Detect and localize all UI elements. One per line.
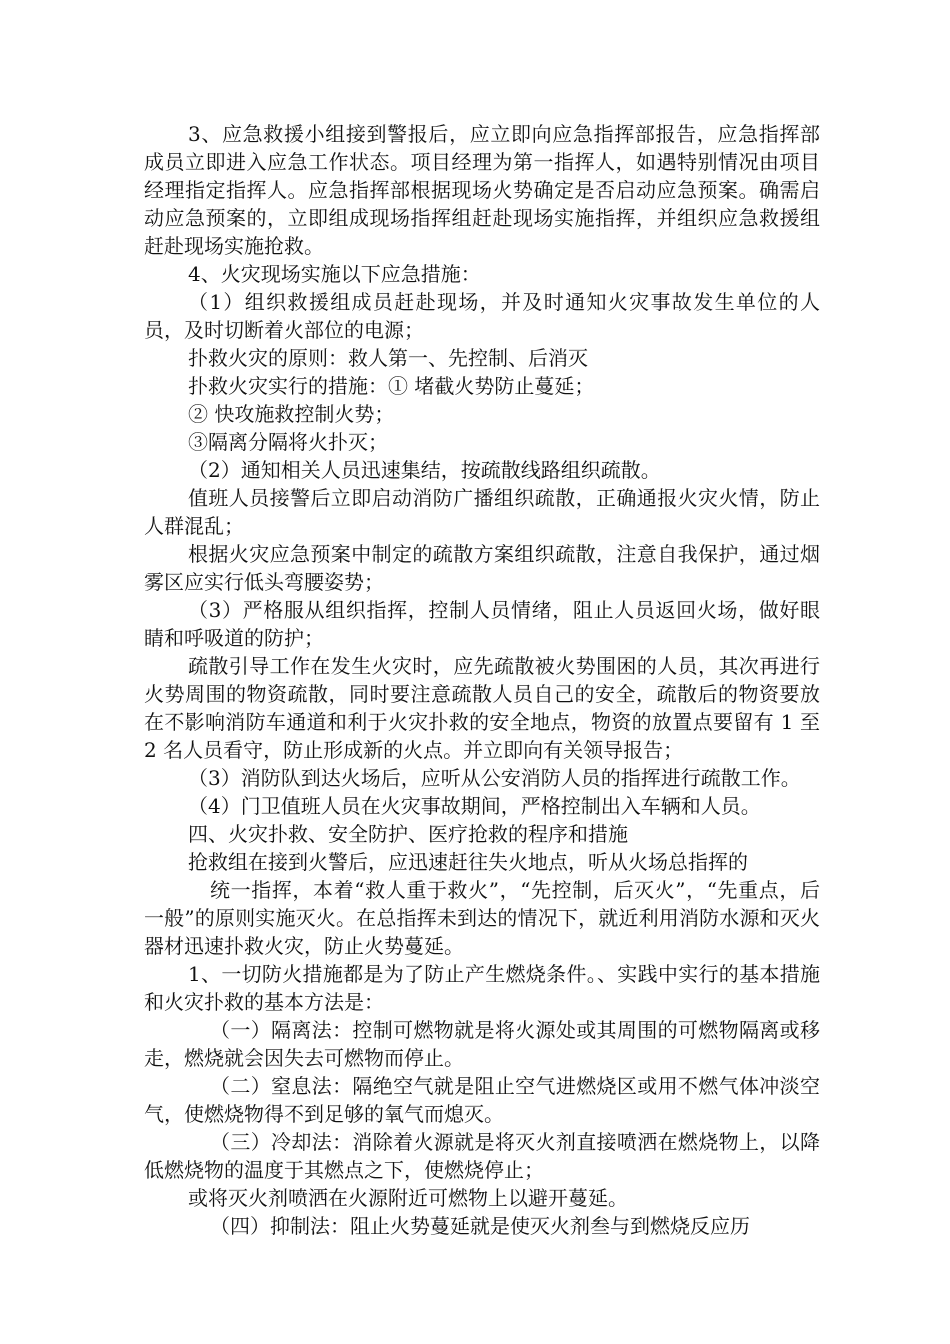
paragraph-4-fire-measures: 4、火灾现场实施以下应急措施： xyxy=(188,262,481,286)
paragraph-cooling-method: （三）冷却法：消除着火源就是将灭火剂直接喷洒在燃烧物上，以降低燃烧物的温度于其燃点之下，使燃烧停止； xyxy=(144,1130,820,1182)
paragraph-isolation-method: （一）隔离法：控制可燃物就是将火源处或其周围的可燃物隔离或移走，燃烧就会因失去可燃物而停止。 xyxy=(144,1018,820,1070)
paragraph-basic-methods: 1、一切防火措施都是为了防止产生燃烧条件。、实践中实行的基本措施和火灾扑救的基本方法是： xyxy=(144,962,820,1014)
paragraph-firefighting-principle: 扑救火灾的原则：救人第一、先控制、后消灭 xyxy=(188,346,588,370)
paragraph-evacuation-plan: 根据火灾应急预案中制定的疏散方案组织疏散，注意自我保护，通过烟雾区应实行低头弯腰姿势； xyxy=(144,542,820,594)
document-body xyxy=(144,120,820,1240)
paragraph-measure-2: （2）通知相关人员迅速集结，按疏散线路组织疏散。 xyxy=(188,458,661,482)
paragraph-measure-item-3: ③隔离分隔将火扑灭； xyxy=(188,430,388,454)
paragraph-suffocation-method: （二）窒息法：隔绝空气就是阻止空气进燃烧区或用不燃气体冲淡空气，使燃烧物得不到足够的氧气而熄灭。 xyxy=(144,1074,820,1126)
paragraph-suppression-method: （四）抑制法：阻止火势蔓延就是使灭火剂叁与到燃烧反应历 xyxy=(210,1214,750,1238)
paragraph-evacuation-guidance: 疏散引导工作在发生火灾时，应先疏散被火势围困的人员，其次再进行火势周围的物资疏散，同时要注意疏散人员自己的安全，疏散后的物资要放在不影响消防车通道和利于火灾扑救的安全地点，物资的放置点要留有 1 至 2 名人员看守，防止形成新的火点。并立即向有关领导报告； xyxy=(144,654,820,762)
paragraph-measure-item-2: ② 快攻施救控制火势； xyxy=(188,402,395,426)
paragraph-unified-command: 统一指挥，本着“救人重于救火”，“先控制，后灭火”，“先重点，后一般”的原则实施灭火。在总指挥未到达的情况下，就近利用消防水源和灭火器材迅速扑救火灾，防止火势蔓延。 xyxy=(144,878,820,958)
paragraph-gate-control: （4）门卫值班人员在火灾事故期间，严格控制出入车辆和人员。 xyxy=(188,794,761,818)
paragraph-cooling-alt: 或将灭火剂喷洒在火源附近可燃物上以避开蔓延。 xyxy=(188,1186,628,1210)
paragraph-firefighting-measures: 扑救火灾实行的措施：① 堵截火势防止蔓延； xyxy=(188,374,595,398)
paragraph-3-emergency-report: 3、应急救援小组接到警报后，应立即向应急指挥部报告，应急指挥部成员立即进入应急工作状态。项目经理为第一指挥人，如遇特别情况由项目经理指定指挥人。应急指挥部根据现场火势确定是否启动应急预案。确需启动应急预案的，立即组成现场指挥组赶赴现场实施指挥，并组织应急救援组赶赴现场实施抢救。 xyxy=(144,122,820,258)
paragraph-measure-1: （1）组织救援组成员赶赴现场，并及时通知火灾事故发生单位的人员，及时切断着火部位的电源； xyxy=(144,290,820,342)
paragraph-fire-brigade: （3）消防队到达火场后，应听从公安消防人员的指挥进行疏散工作。 xyxy=(188,766,801,790)
paragraph-duty-broadcast: 值班人员接警后立即启动消防广播组织疏散，正确通报火灾火情，防止人群混乱； xyxy=(144,486,820,538)
section-heading-4: 四、火灾扑救、安全防护、医疗抢救的程序和措施 xyxy=(188,822,628,846)
paragraph-rescue-team: 抢救组在接到火警后，应迅速赶往失火地点，听从火场总指挥的 xyxy=(188,850,748,874)
paragraph-measure-3: （3）严格服从组织指挥，控制人员情绪，阻止人员返回火场，做好眼睛和呼吸道的防护； xyxy=(144,598,820,650)
